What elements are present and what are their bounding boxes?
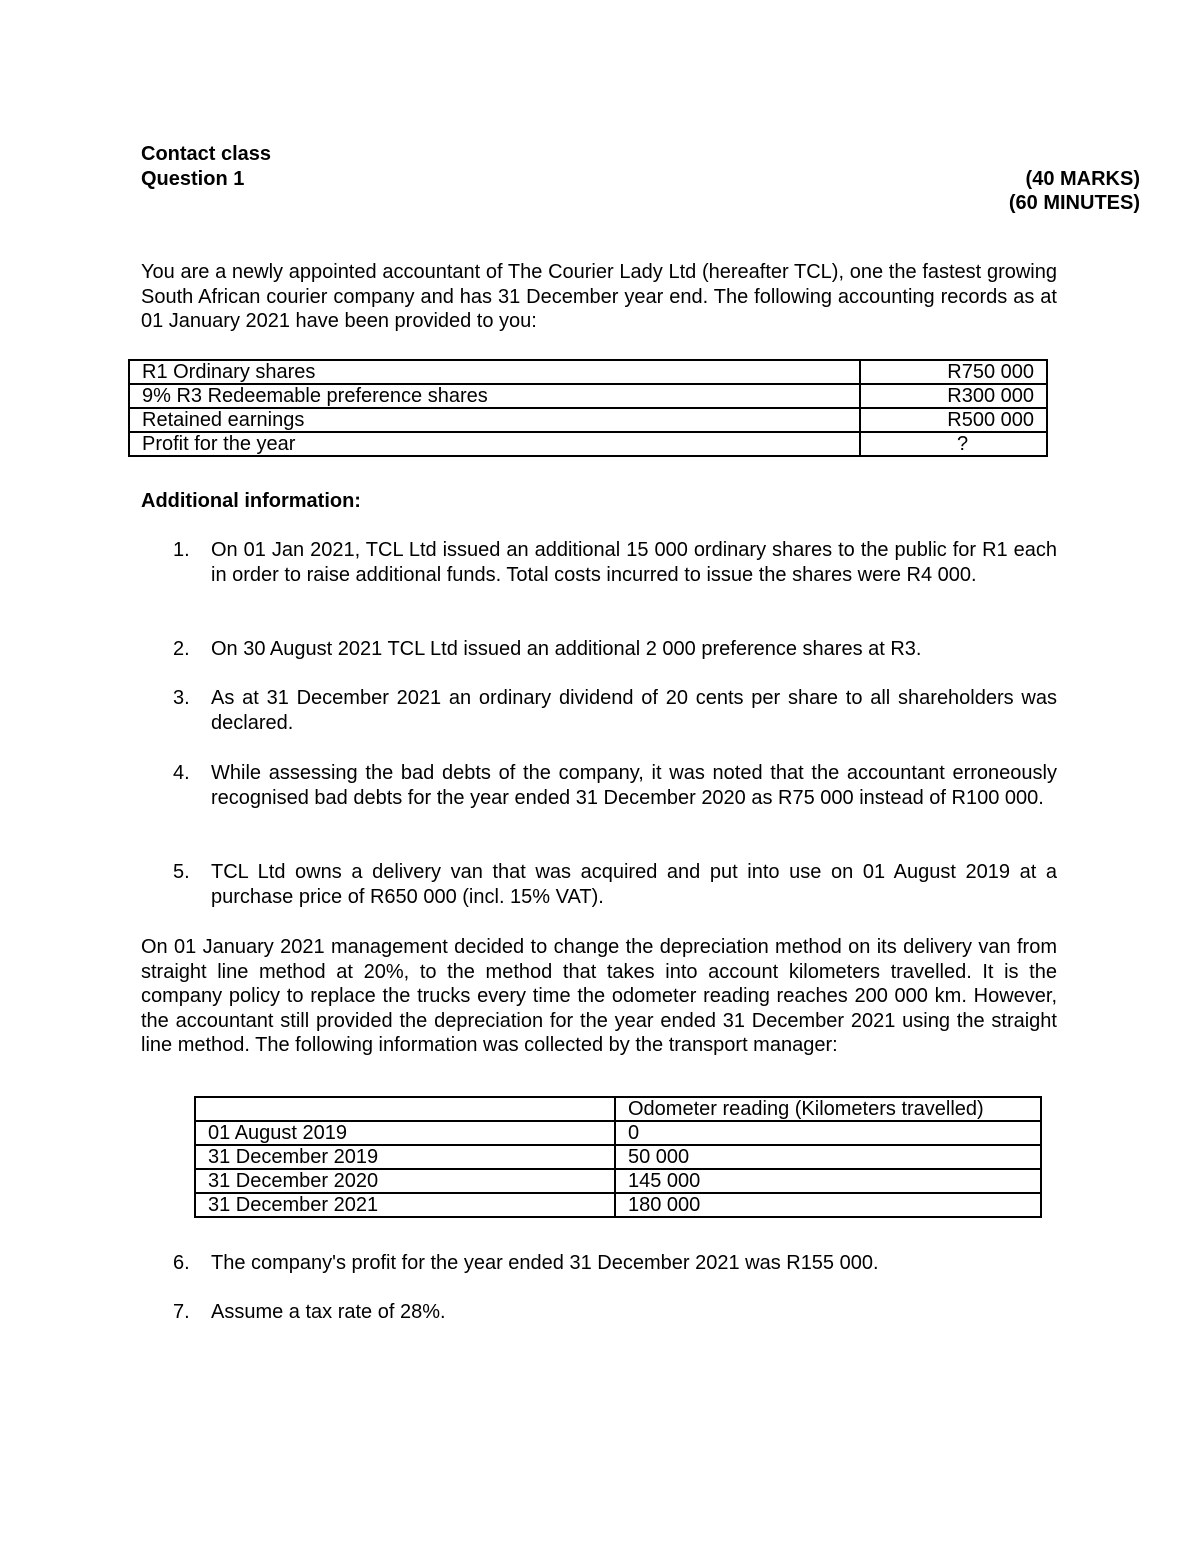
table-header-cell: Odometer reading (Kilometers travelled) [615,1097,1041,1121]
list-item-number: 7. [173,1301,190,1323]
minutes-label: (60 MINUTES) [1008,192,1140,214]
list-item-text: On 01 Jan 2021, TCL Ltd issued an additional 15 000 ordinary shares to the public for R1 each in order to raise additional funds. Total costs incurred to issue the shares were R4 000. [211,539,1057,586]
table-cell-reading: 50 000 [615,1145,1041,1169]
table-cell-reading: 145 000 [615,1169,1041,1193]
list-item-number: 4. [173,762,190,784]
list-item-text: TCL Ltd owns a delivery van that was acquired and put into use on 01 August 2019 at a purchase price of R650 000 (incl. 15% VAT). [211,861,1057,908]
list-item-text: Assume a tax rate of 28%. [211,1301,446,1323]
table-cell-date: 31 December 2020 [195,1169,615,1193]
list-item-text: While assessing the bad debts of the company, it was noted that the accountant erroneously recognised bad debts for the year ended 31 December 2020 as R75 000 instead of R100 000. [211,762,1057,809]
table-row [195,1145,1041,1169]
list-item-number: 1. [173,539,190,561]
list-item-text: The company's profit for the year ended 31 December 2021 was R155 000. [211,1252,879,1274]
table-cell-value: R500 000 [860,408,1047,432]
list-item-text: As at 31 December 2021 an ordinary dividend of 20 cents per share to all shareholders was declared. [211,687,1057,734]
table-row [195,1193,1041,1217]
list-item-number: 5. [173,861,190,883]
table-cell-reading: 0 [615,1121,1041,1145]
table-cell-value: ? [860,432,1047,456]
intro-paragraph: You are a newly appointed accountant of The Courier Lady Ltd (hereafter TCL), one the fastest growing South African courier company and has 31 December year end. The following accounting records as at 01 January 2021 have been provided to you: [141,261,1057,333]
table-row [195,1097,1041,1121]
table-cell-label: R1 Ordinary shares [129,360,860,384]
table-row [129,432,1047,456]
table-cell-value: R300 000 [860,384,1047,408]
question-heading: Question 1 [141,168,245,190]
table-cell-value: R750 000 [860,360,1047,384]
table-cell-empty [195,1097,615,1121]
table-row [195,1169,1041,1193]
table-cell-reading: 180 000 [615,1193,1041,1217]
list-item-number: 2. [173,638,190,660]
list-item-number: 6. [173,1252,190,1274]
depreciation-paragraph: On 01 January 2021 management decided to change the depreciation method on its delivery van from straight line method at 20%, to the method that takes into account kilometers travelled. It is the company policy to replace the trucks every time the odometer reading reaches 200 000 km. However, the accountant still provided the depreciation for the year ended 31 December 2021 using the straight line method. The following information was collected by the transport manager: [141,936,1057,1057]
table-row [129,384,1047,408]
records-table [128,359,1048,457]
list-item-number: 3. [173,687,190,709]
list-item-text: On 30 August 2021 TCL Ltd issued an additional 2 000 preference shares at R3. [211,638,922,660]
table-cell-date: 31 December 2021 [195,1193,615,1217]
table-row [129,408,1047,432]
odometer-table [194,1096,1042,1218]
table-cell-date: 01 August 2019 [195,1121,615,1145]
table-row [195,1121,1041,1145]
marks-label: (40 MARKS) [1025,168,1140,190]
table-cell-label: Profit for the year [129,432,860,456]
additional-info-heading: Additional information: [141,490,361,512]
table-row [129,360,1047,384]
table-cell-date: 31 December 2019 [195,1145,615,1169]
table-cell-label: 9% R3 Redeemable preference shares [129,384,860,408]
contact-class-heading: Contact class [141,143,272,165]
table-cell-label: Retained earnings [129,408,860,432]
